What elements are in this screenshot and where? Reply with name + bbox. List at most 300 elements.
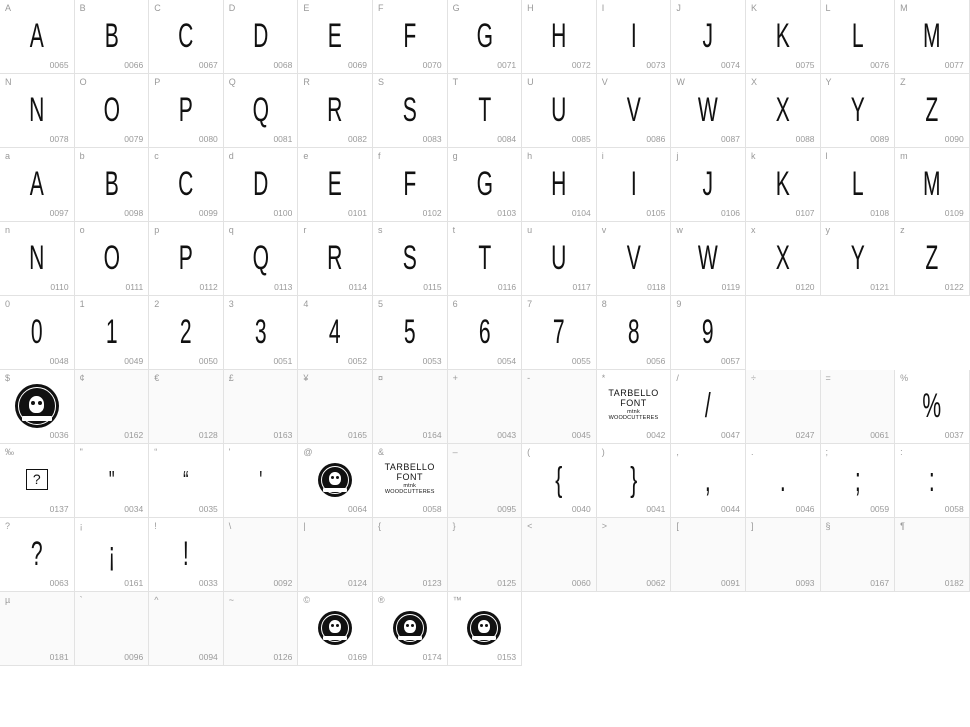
glyph-cell[interactable] — [746, 444, 821, 518]
glyph-cell[interactable] — [75, 296, 150, 370]
glyph-preview: H — [551, 16, 567, 55]
glyph-cell[interactable] — [149, 148, 224, 222]
glyph-preview: ; — [854, 460, 861, 499]
glyph-code-label: 0061 — [870, 430, 890, 440]
glyph-code-label: 0073 — [646, 60, 666, 70]
glyph-preview: L — [851, 164, 864, 203]
glyph-code-label: 0182 — [944, 578, 964, 588]
glyph-preview: I — [630, 16, 637, 55]
glyph-code-label: 0110 — [50, 282, 69, 292]
glyph-cell[interactable] — [75, 148, 150, 222]
glyph-preview — [448, 370, 522, 443]
glyph-cell[interactable] — [895, 74, 970, 148]
glyph-char-label: - — [527, 373, 531, 383]
glyph-preview: 9 — [702, 312, 715, 351]
glyph-cell[interactable] — [149, 444, 224, 518]
glyph-cell[interactable] — [671, 518, 746, 592]
glyph-code-label: 0050 — [198, 356, 218, 366]
glyph-char-label: / — [676, 373, 680, 383]
glyph-char-label: ¶ — [900, 521, 906, 531]
glyph-char-label: ™ — [452, 595, 462, 605]
glyph-char-label: : — [900, 447, 903, 457]
glyph-preview — [373, 592, 447, 665]
glyph-cell[interactable] — [821, 148, 896, 222]
glyph-code-label: 0165 — [348, 430, 367, 440]
glyph-cell[interactable] — [448, 0, 523, 74]
glyph-cell[interactable] — [821, 222, 896, 296]
glyph-cell[interactable] — [298, 592, 373, 666]
glyph-preview: K — [775, 16, 790, 55]
character-row — [0, 74, 970, 148]
glyph-preview: R — [327, 238, 343, 277]
glyph-code-label: 0117 — [572, 282, 591, 292]
glyph-cell[interactable] — [821, 518, 896, 592]
glyph-cell[interactable] — [895, 148, 970, 222]
glyph-char-label: § — [825, 521, 831, 531]
glyph-char-label: . — [750, 447, 754, 457]
glyph-cell[interactable] — [298, 296, 373, 370]
glyph-code-label: 0118 — [647, 282, 666, 292]
glyph-code-label: 0078 — [49, 134, 69, 144]
glyph-char-label: } — [452, 521, 456, 531]
glyph-code-label: 0064 — [348, 504, 367, 514]
glyph-cell[interactable] — [149, 518, 224, 592]
glyph-char-label: t — [452, 225, 456, 235]
glyph-preview: U — [551, 90, 567, 129]
glyph-cell[interactable] — [746, 222, 821, 296]
glyph-code-label: 0153 — [497, 652, 517, 662]
glyph-code-label: 0104 — [571, 208, 591, 218]
glyph-cell[interactable] — [746, 370, 821, 444]
glyph-preview: V — [626, 90, 641, 129]
glyph-preview — [0, 370, 74, 443]
glyph-preview — [597, 370, 671, 443]
glyph-code-label: 0042 — [646, 430, 666, 440]
glyph-preview: T — [477, 238, 491, 277]
glyph-cell[interactable] — [373, 74, 448, 148]
glyph-code-label: 0113 — [274, 282, 293, 292]
glyph-code-label: 0047 — [721, 430, 740, 440]
glyph-char-label: d — [228, 151, 234, 161]
glyph-char-label: 3 — [228, 299, 234, 309]
glyph-cell[interactable] — [448, 592, 523, 666]
glyph-code-label: 0167 — [870, 578, 890, 588]
glyph-preview: B — [104, 16, 119, 55]
glyph-preview: D — [252, 164, 269, 203]
glyph-cell[interactable] — [75, 0, 150, 74]
glyph-char-label: ' — [228, 447, 231, 457]
glyph-cell[interactable] — [0, 0, 75, 74]
glyph-cell[interactable] — [522, 74, 597, 148]
glyph-code-label: 0081 — [273, 134, 293, 144]
glyph-code-label: 0077 — [944, 60, 964, 70]
glyph-code-label: 0107 — [795, 208, 815, 218]
glyph-preview: K — [775, 164, 790, 203]
wordmark-line3: mtnk — [627, 409, 640, 416]
glyph-cell[interactable] — [224, 370, 299, 444]
glyph-cell[interactable] — [0, 518, 75, 592]
glyph-cell[interactable] — [0, 222, 75, 296]
glyph-preview: V — [626, 238, 641, 277]
glyph-preview — [298, 370, 372, 443]
glyph-cell[interactable] — [0, 74, 75, 148]
glyph-cell[interactable] — [298, 222, 373, 296]
glyph-code-label: 0092 — [273, 578, 293, 588]
glyph-cell[interactable] — [746, 518, 821, 592]
glyph-code-label: 0115 — [423, 282, 442, 292]
glyph-cell[interactable] — [522, 518, 597, 592]
glyph-code-label: 0080 — [198, 134, 218, 144]
skull-icon — [329, 472, 341, 485]
glyph-code-label: 0094 — [198, 652, 218, 662]
glyph-preview: X — [775, 90, 790, 129]
glyph-preview — [224, 370, 298, 443]
glyph-cell[interactable] — [448, 518, 523, 592]
glyph-cell[interactable] — [746, 148, 821, 222]
glyph-preview: I — [630, 164, 637, 203]
glyph-preview: W — [698, 238, 719, 277]
glyph-code-label: 0091 — [721, 578, 740, 588]
glyph-cell[interactable] — [373, 444, 448, 518]
glyph-cell[interactable] — [895, 370, 970, 444]
glyph-cell[interactable] — [448, 148, 523, 222]
glyph-cell[interactable] — [597, 518, 672, 592]
glyph-cell[interactable] — [448, 222, 523, 296]
glyph-code-label: 0097 — [49, 208, 69, 218]
glyph-char-label: & — [377, 447, 385, 457]
glyph-code-label: 0106 — [721, 208, 740, 218]
glyph-code-label: 0086 — [646, 134, 666, 144]
glyph-cell[interactable] — [373, 148, 448, 222]
glyph-code-label: 0085 — [571, 134, 591, 144]
glyph-cell[interactable] — [671, 296, 746, 370]
glyph-code-label: 0114 — [348, 282, 367, 292]
glyph-char-label: M — [900, 3, 908, 13]
glyph-cell[interactable] — [0, 296, 75, 370]
glyph-preview — [224, 592, 298, 665]
glyph-cell[interactable] — [298, 444, 373, 518]
glyph-cell[interactable] — [895, 0, 970, 74]
glyph-cell[interactable] — [224, 74, 299, 148]
glyph-char-label: z — [900, 225, 905, 235]
glyph-char-label: N — [5, 77, 12, 87]
glyph-char-label: @ — [303, 447, 313, 457]
glyph-cell[interactable] — [298, 74, 373, 148]
glyph-cell[interactable] — [75, 222, 150, 296]
glyph-code-label: 0123 — [422, 578, 442, 588]
glyph-preview: L — [851, 16, 864, 55]
glyph-preview: S — [402, 238, 417, 277]
glyph-code-label: 0161 — [124, 578, 144, 588]
glyph-cell[interactable] — [0, 592, 75, 666]
glyph-cell[interactable] — [373, 518, 448, 592]
glyph-code-label: 0102 — [422, 208, 442, 218]
glyph-char-label: < — [527, 521, 533, 531]
glyph-code-label: 0100 — [273, 208, 293, 218]
glyph-preview: P — [178, 90, 194, 129]
glyph-char-label: B — [79, 3, 86, 13]
glyph-preview — [373, 518, 447, 591]
glyph-cell[interactable] — [671, 74, 746, 148]
glyph-cell[interactable] — [671, 222, 746, 296]
glyph-cell[interactable] — [373, 296, 448, 370]
glyph-cell[interactable] — [75, 518, 150, 592]
glyph-code-label: 0057 — [721, 356, 740, 366]
glyph-char-label: m — [900, 151, 908, 161]
glyph-cell[interactable] — [522, 296, 597, 370]
logo-banner — [472, 636, 496, 640]
glyph-char-label: J — [676, 3, 682, 13]
glyph-char-label: 9 — [676, 299, 682, 309]
glyph-code-label: 0083 — [422, 134, 442, 144]
glyph-cell[interactable] — [895, 444, 970, 518]
glyph-char-label: ÷ — [750, 373, 757, 383]
glyph-cell[interactable] — [224, 222, 299, 296]
glyph-char-label: W — [676, 77, 686, 87]
glyph-preview: P — [178, 238, 194, 277]
glyph-char-label: ` — [79, 595, 83, 605]
glyph-preview: ' — [259, 464, 263, 495]
glyph-code-label: 0055 — [571, 356, 591, 366]
glyph-cell[interactable] — [671, 148, 746, 222]
glyph-code-label: 0048 — [49, 356, 69, 366]
glyph-preview: 5 — [403, 312, 416, 351]
glyph-cell[interactable] — [149, 222, 224, 296]
glyph-char-label: i — [601, 151, 604, 161]
glyph-code-label: 0076 — [870, 60, 890, 70]
glyph-char-label: 7 — [527, 299, 533, 309]
glyph-preview: B — [104, 164, 119, 203]
glyph-cell[interactable] — [597, 0, 672, 74]
glyph-char-label: ) — [601, 447, 605, 457]
glyph-cell[interactable] — [149, 0, 224, 74]
glyph-cell[interactable] — [597, 74, 672, 148]
glyph-code-label: 0101 — [348, 208, 367, 218]
glyph-preview: C — [178, 16, 194, 55]
glyph-cell[interactable] — [821, 370, 896, 444]
glyph-cell[interactable] — [671, 0, 746, 74]
glyph-cell[interactable] — [373, 0, 448, 74]
glyph-cell[interactable] — [597, 222, 672, 296]
glyph-code-label: 0043 — [497, 430, 517, 440]
glyph-preview: ¡ — [107, 534, 115, 573]
glyph-cell[interactable] — [224, 592, 299, 666]
glyph-char-label: S — [377, 77, 385, 87]
wordmark-line4: WOODCUTTERES — [384, 488, 435, 495]
glyph-cell[interactable] — [0, 444, 75, 518]
glyph-char-label: ‰ — [5, 447, 15, 457]
glyph-cell[interactable] — [895, 222, 970, 296]
logo-banner — [323, 488, 347, 492]
glyph-code-label: 0065 — [49, 60, 69, 70]
wordmark-line1: TARBELLO — [608, 388, 659, 399]
glyph-cell[interactable] — [448, 370, 523, 444]
glyph-cell[interactable] — [373, 592, 448, 666]
glyph-char-label: = — [825, 373, 831, 383]
tarbello-wordmark — [608, 389, 658, 421]
glyph-cell[interactable] — [522, 222, 597, 296]
glyph-cell[interactable] — [373, 370, 448, 444]
skull-icon — [478, 620, 490, 633]
glyph-preview: X — [775, 238, 790, 277]
glyph-cell[interactable] — [149, 296, 224, 370]
glyph-char-label: Z — [900, 77, 906, 87]
glyph-preview: H — [551, 164, 567, 203]
glyph-cell[interactable] — [597, 148, 672, 222]
glyph-code-label: 0045 — [571, 430, 591, 440]
wordmark-line4: WOODCUTTERES — [608, 414, 659, 421]
glyph-char-label: " — [79, 447, 83, 457]
glyph-cell[interactable] — [0, 370, 75, 444]
glyph-code-label: 0098 — [124, 208, 144, 218]
glyph-char-label: ? — [5, 521, 11, 531]
glyph-code-label: 0069 — [348, 60, 367, 70]
glyph-preview: G — [476, 164, 493, 203]
glyph-preview: F — [403, 164, 417, 203]
glyph-code-label: 0071 — [497, 60, 517, 70]
tarbello-logo-icon — [318, 611, 352, 645]
glyph-cell[interactable] — [671, 444, 746, 518]
glyph-code-label: 0169 — [348, 652, 367, 662]
glyph-char-label: % — [900, 373, 909, 383]
glyph-cell[interactable] — [75, 370, 150, 444]
glyph-cell[interactable] — [224, 0, 299, 74]
glyph-code-label: 0108 — [870, 208, 890, 218]
glyph-cell[interactable] — [224, 444, 299, 518]
glyph-code-label: 0088 — [795, 134, 815, 144]
glyph-cell[interactable] — [597, 444, 672, 518]
glyph-char-label: $ — [5, 373, 11, 383]
glyph-cell[interactable] — [298, 518, 373, 592]
character-row — [0, 444, 970, 518]
glyph-preview: } — [630, 460, 638, 499]
glyph-preview: Z — [925, 90, 939, 129]
glyph-code-label: 0079 — [124, 134, 144, 144]
glyph-cell[interactable] — [373, 222, 448, 296]
glyph-cell[interactable] — [75, 444, 150, 518]
glyph-cell[interactable] — [224, 296, 299, 370]
glyph-char-label: 6 — [452, 299, 458, 309]
wordmark-line2: FONT — [396, 471, 423, 482]
glyph-cell[interactable] — [298, 148, 373, 222]
glyph-preview: N — [29, 90, 45, 129]
glyph-code-label: 0053 — [422, 356, 442, 366]
glyph-code-label: 0062 — [646, 578, 666, 588]
glyph-cell[interactable] — [746, 74, 821, 148]
glyph-code-label: 0035 — [198, 504, 218, 514]
glyph-cell[interactable] — [75, 74, 150, 148]
glyph-cell[interactable] — [298, 370, 373, 444]
glyph-preview: U — [551, 238, 567, 277]
glyph-cell[interactable] — [149, 592, 224, 666]
glyph-cell[interactable] — [149, 370, 224, 444]
glyph-char-label: € — [154, 373, 160, 383]
glyph-code-label: 0119 — [721, 282, 740, 292]
glyph-preview — [746, 370, 820, 443]
glyph-preview — [597, 518, 671, 591]
glyph-char-label: ~ — [228, 595, 235, 605]
glyph-preview: E — [328, 164, 343, 203]
glyph-preview: , — [705, 460, 712, 499]
glyph-preview: 2 — [180, 312, 192, 351]
glyph-code-label: 0084 — [497, 134, 517, 144]
glyph-code-label: 0162 — [124, 430, 144, 440]
glyph-preview: A — [29, 164, 44, 203]
glyph-char-label: l — [825, 151, 828, 161]
empty-slot — [671, 592, 746, 666]
glyph-cell[interactable] — [448, 296, 523, 370]
glyph-cell[interactable] — [821, 444, 896, 518]
glyph-code-label: 0125 — [497, 578, 517, 588]
glyph-cell[interactable] — [298, 0, 373, 74]
glyph-cell[interactable] — [448, 444, 523, 518]
glyph-preview: % — [922, 386, 942, 425]
glyph-char-label: f — [377, 151, 381, 161]
glyph-char-label: H — [527, 3, 534, 13]
glyph-cell[interactable] — [522, 370, 597, 444]
glyph-char-label: * — [601, 373, 606, 383]
glyph-code-label: 0121 — [870, 282, 890, 292]
glyph-cell[interactable] — [821, 0, 896, 74]
glyph-char-label: D — [228, 3, 236, 13]
glyph-char-label: y — [825, 225, 831, 235]
glyph-preview: : — [928, 460, 935, 499]
glyph-cell[interactable] — [895, 518, 970, 592]
empty-slot — [895, 592, 970, 666]
glyph-cell[interactable] — [224, 518, 299, 592]
glyph-code-label: 0040 — [571, 504, 591, 514]
glyph-code-label: 0122 — [944, 282, 964, 292]
glyph-code-label: 0037 — [944, 430, 964, 440]
glyph-char-label: T — [452, 77, 459, 87]
glyph-cell[interactable] — [75, 592, 150, 666]
glyph-char-label: e — [303, 151, 309, 161]
glyph-cell[interactable] — [224, 148, 299, 222]
glyph-char-label: ( — [527, 447, 531, 457]
glyph-cell[interactable] — [149, 74, 224, 148]
glyph-char-label: G — [452, 3, 460, 13]
glyph-cell[interactable] — [821, 74, 896, 148]
glyph-cell[interactable] — [597, 370, 672, 444]
character-row — [0, 370, 970, 444]
glyph-cell[interactable] — [522, 0, 597, 74]
glyph-preview: 1 — [105, 312, 118, 351]
glyph-preview: Z — [925, 238, 939, 277]
glyph-code-label: 0137 — [49, 504, 69, 514]
glyph-cell[interactable] — [597, 296, 672, 370]
glyph-code-label: 0060 — [571, 578, 591, 588]
glyph-code-label: 0124 — [348, 578, 367, 588]
glyph-preview: A — [29, 16, 44, 55]
glyph-cell[interactable] — [746, 0, 821, 74]
glyph-char-label: K — [750, 3, 758, 13]
glyph-cell[interactable] — [0, 148, 75, 222]
glyph-code-label: 0103 — [497, 208, 517, 218]
glyph-cell[interactable] — [671, 370, 746, 444]
glyph-code-label: 0041 — [646, 504, 666, 514]
glyph-code-label: 0051 — [273, 356, 293, 366]
glyph-char-label: A — [5, 3, 12, 13]
glyph-preview — [373, 370, 447, 443]
glyph-char-label: µ — [5, 595, 11, 605]
glyph-preview — [821, 370, 895, 443]
glyph-char-label: | — [303, 521, 306, 531]
glyph-preview — [821, 518, 895, 591]
glyph-cell[interactable] — [448, 74, 523, 148]
glyph-preview — [448, 592, 522, 665]
glyph-cell[interactable] — [522, 444, 597, 518]
glyph-cell[interactable] — [522, 148, 597, 222]
